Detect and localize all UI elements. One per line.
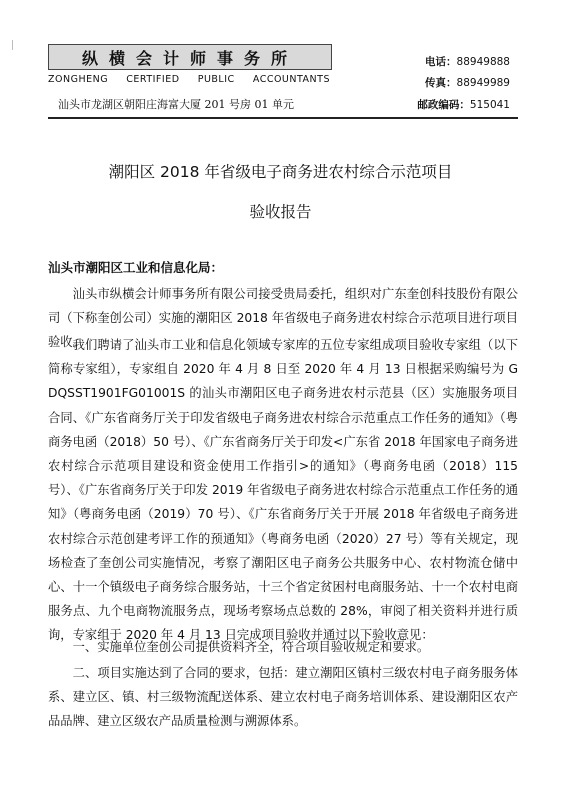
paragraph-process: 我们聘请了汕头市工业和信息化领域专家库的五位专家组成项目验收专家组（以下简称专家组），专家组自 2020 年 4 月 8 日至 2020 年 4 月 13 日根据采购编号为 GDQSST1901FG01001S 的汕头市潮阳区电子商务进农村示范县（区）实施服务项目合同、《广东省商务厅关于印发省级电子商务进农村综合示范重点工作任务的通知》（粤商务电函（2018）50 号）、《广东省商务厅关于印发<广东省 2018 年国家电子商务进农村综合示范项目建设和资金使用工作指引>的通知》（粤商务电函（2018）115 号）、《广东省商务厅关于印发 2019 年省级电子商务进农村综合示范重点工作任务的通知》（粤商务电函（2019）70 号）、《广东省商务厅关于开展 2018 年省级电子商务进农村综合示范创建考评工作的预通知》（粤商务电函（2020）27 号）等有关规定，现场检查了奎创公司实施情况，考察了潮阳区电子商务公共服务中心、农村物流仓储中心、十一个镇级电子商务综合服务站，十三个省定贫困村电商服务站、十一个农村电商服务点、九个电商物流服务点，现场考察场点总数的 28%，审阅了相关资料并进行质询，专家组于 2020 年 4 月 13 日完成项目验收并通过以下验收意见： [48,338,518,643]
scan-mark [12,40,13,50]
firm-en-word: ZONGHENG [48,74,109,85]
firm-en-word: ACCOUNTANTS [252,74,330,85]
postcode-value: 515041 [469,99,510,111]
paragraph-opinion-1: 一、实施单位奎创公司提供资料齐全，符合项目验收规定和要求。 [72,640,430,654]
report-subtitle: 验收报告 [249,203,312,221]
report-title: 潮阳区 2018 年省级电子商务进农村综合示范项目 [108,163,453,181]
letterhead [48,44,518,114]
fax-line [425,75,510,90]
firm-name-en [48,74,330,85]
fax-label: 传真： [425,77,457,89]
postcode-line [417,97,510,112]
addressee: 汕头市潮阳区工业和信息化局： [48,260,224,275]
firm-address: 汕头市龙湖区朝阳庄海富大厦 201 号房 01 单元 [58,98,294,111]
paragraph-opinion-2: 二、项目实施达到了合同的要求，包括：建立潮阳区镇村三级农村电子商务服务体系、建立区、镇、村三级物流配送体系、建立农村电子商务培训体系、建设潮阳区农产品品牌、建立区级农产品质量检测与溯源体系。 [48,666,518,729]
fax-value: 88949989 [456,77,510,89]
phone-label: 电话： [425,56,457,68]
paragraph-intro: 汕头市纵横会计师事务所有限公司接受贵局委托，组织对广东奎创科技股份有限公司（下称奎创公司）实施的潮阳区 2018 年省级电子商务进农村综合示范项目进行项目验收。 [48,287,518,350]
firm-en-word: CERTIFIED [126,74,180,85]
firm-name-cn: 纵横会计师事务所 [48,44,332,70]
firm-en-word: PUBLIC [197,74,235,85]
phone-line [425,54,510,69]
letterhead-rule [48,117,518,119]
postcode-label: 邮政编码： [417,99,470,111]
phone-value: 88949888 [456,56,510,68]
